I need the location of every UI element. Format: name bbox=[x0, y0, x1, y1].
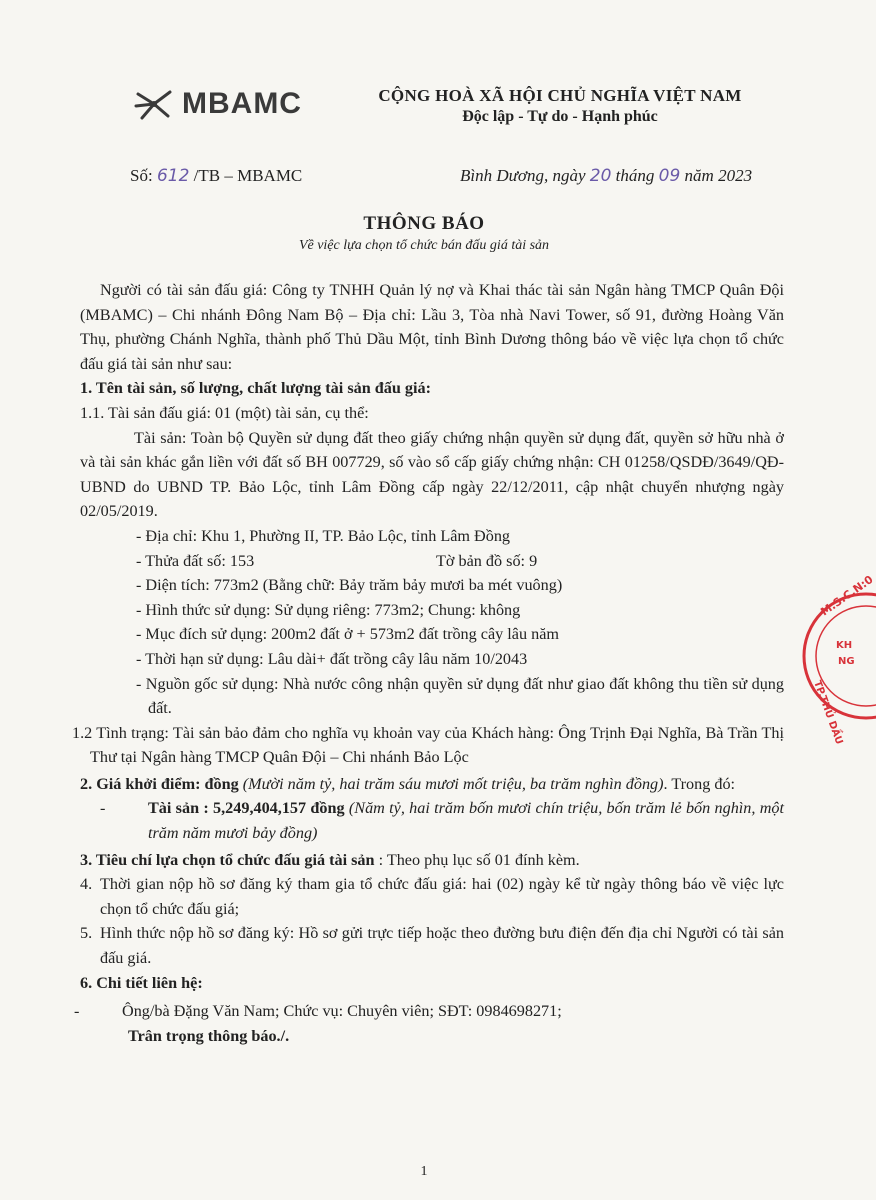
date-year: năm 2023 bbox=[684, 166, 753, 185]
document-title: THÔNG BÁO bbox=[363, 213, 485, 234]
document-subtitle: Về việc lựa chọn tổ chức bán đấu giá tài sản bbox=[298, 238, 550, 253]
asset-map-sheet: Tờ bản đồ số: 9 bbox=[436, 551, 538, 570]
section5-text: Hình thức nộp hồ sơ đăng ký: Hồ sơ gửi trực tiếp hoặc theo đường bưu điện đến địa chỉ Người có tài sản đấu giá. bbox=[100, 924, 784, 968]
asset-purpose: - Mục đích sử dụng: 200m2 đất ở + 573m2 đất trồng cây lâu năm bbox=[136, 625, 559, 644]
section4-text: Thời gian nộp hồ sơ đăng ký tham gia tổ chức đấu giá: hai (02) ngày kể từ ngày thông báo về việc lực chọn tổ chức đấu giá; bbox=[100, 875, 784, 918]
svg-text:M.S.C.N:0: M.S.C.N:0 bbox=[818, 572, 876, 619]
document-number bbox=[130, 166, 302, 186]
motto-line1: CỘNG HOÀ XÃ HỘI CHỦ NGHĨA VIỆT NAM bbox=[378, 86, 742, 105]
asset-term: - Thời hạn sử dụng: Lâu dài+ đất trồng cây lâu năm 10/2043 bbox=[136, 649, 528, 668]
svg-text:KH: KH bbox=[836, 640, 853, 651]
section3-criteria bbox=[80, 848, 784, 873]
date-month-label: tháng bbox=[615, 166, 655, 185]
closing-line: Trân trọng thông báo./. bbox=[128, 1026, 290, 1045]
section2-asset-line bbox=[80, 796, 784, 845]
red-seal-stamp bbox=[796, 572, 876, 747]
section2-words: (Mười năm tỷ, hai trăm sáu mươi mốt triệu, ba trăm nghìn đồng) bbox=[242, 774, 664, 793]
section2-tail: . Trong đó: bbox=[663, 774, 736, 793]
mbamc-star-icon bbox=[132, 86, 178, 122]
section2-asset-text bbox=[148, 796, 784, 845]
section3-text: : Theo phụ lục số 01 đính kèm. bbox=[374, 850, 580, 869]
national-motto bbox=[360, 86, 760, 126]
date-day: 20 bbox=[589, 166, 612, 186]
asset-usage-form: - Hình thức sử dụng: Sử dụng riêng: 773m2; Chung: không bbox=[136, 600, 521, 619]
date-month: 09 bbox=[658, 166, 681, 186]
section2-asset-words: (Năm tỷ, hai trăm bốn mươi chín triệu, bốn trăm lẻ bốn nghìn, một trăm năm mươi bảy đồng) bbox=[148, 799, 785, 843]
section2-dash: - bbox=[100, 799, 106, 818]
docno-handwritten-number: 612 bbox=[156, 166, 190, 186]
document-body bbox=[72, 278, 785, 1048]
section3-heading: 3. Tiêu chí lựa chọn tổ chức đấu giá tài sản bbox=[80, 850, 375, 869]
logo-text: MBAMC bbox=[182, 87, 302, 120]
section2-heading: 2. Giá khởi điểm: bbox=[80, 774, 201, 793]
asset-parcel-row bbox=[80, 549, 784, 574]
section1-sub2: 1.2 Tình trạng: Tài sản bảo đảm cho nghĩa vụ khoản vay của Khách hàng: Ông Trịnh Đại Nghĩa, Bà Trần Thị Thư tại Ngân hàng TMCP Quân Đội – Chi nhánh Bảo Lộc bbox=[72, 723, 784, 767]
svg-text:TP.THỦ DẦU: TP.THỦ DẦU bbox=[811, 679, 845, 747]
intro-paragraph: Người có tài sản đấu giá: Công ty TNHH Quản lý nợ và Khai thác tài sản Ngân hàng TMCP Quân Đội (MBAMC) – Chi nhánh Đông Nam Bộ – Địa chỉ: Lầu 3, Tòa nhà Navi Tower, số 91, đường Hoàng Văn Thụ, phường Chánh Nghĩa, thành phố Thủ Dầu Một, tỉnh Bình Dương thông báo về việc lựa chọn tổ chức đấu giá tài sản như sau: bbox=[80, 281, 784, 373]
date-line bbox=[460, 166, 752, 186]
svg-text:NG: NG bbox=[838, 656, 855, 667]
asset-description: Tài sản: Toàn bộ Quyền sử dụng đất theo giấy chứng nhận quyền sử dụng đất, quyền sở hữu nhà ở và tài sản khác gắn liền với đất số BH 007729, số vào sổ cấp giấy chứng nhận: CH 01258/QSDĐ/3649/QĐ-UBND do UBND TP. Bảo Lộc, tỉnh Lâm Đồng cấp ngày 22/12/2011, cập nhật chuyển nhượng ngày 02/05/2019. bbox=[80, 428, 784, 521]
date-place: Bình Dương, ngày bbox=[460, 166, 586, 185]
section2-asset-label: Tài sản : 5,249,404,157 đồng bbox=[148, 799, 345, 818]
section1-heading: 1. Tên tài sản, số lượng, chất lượng tài sản đấu giá: bbox=[80, 379, 431, 398]
section2-unit: đồng bbox=[204, 774, 239, 793]
page-number: 1 bbox=[420, 1164, 428, 1179]
section2-starting-price bbox=[80, 772, 784, 797]
section6-dash: - bbox=[74, 1002, 80, 1021]
asset-address: - Địa chỉ: Khu 1, Phường II, TP. Bảo Lộc, tỉnh Lâm Đồng bbox=[136, 526, 511, 545]
motto-line2: Độc lập - Tự do - Hạnh phúc bbox=[462, 108, 658, 125]
section1-sub1: 1.1. Tài sản đấu giá: 01 (một) tài sản, cụ thể: bbox=[80, 403, 369, 422]
docno-suffix: /TB – MBAMC bbox=[193, 166, 303, 185]
asset-area: - Diện tích: 773m2 (Bằng chữ: Bảy trăm bảy mươi ba mét vuông) bbox=[136, 576, 563, 595]
section6-contact-line bbox=[74, 999, 784, 1024]
docno-prefix: Số: bbox=[130, 166, 153, 185]
company-logo bbox=[132, 86, 302, 122]
section6-contact: Ông/bà Đặng Văn Nam; Chức vụ: Chuyên viên; SĐT: 0984698271; bbox=[122, 1002, 562, 1021]
asset-origin: - Nguồn gốc sử dụng: Nhà nước công nhận quyền sử dụng đất như giao đất không thu tiền sử dụng đất. bbox=[136, 674, 784, 718]
section4-num: 4. bbox=[80, 875, 93, 894]
section5-submission-method bbox=[80, 921, 784, 970]
section6-heading: 6. Chi tiết liên hệ: bbox=[80, 973, 203, 992]
section4-submission-time bbox=[80, 872, 784, 921]
section5-num: 5. bbox=[80, 924, 93, 943]
asset-parcel: - Thửa đất số: 153 bbox=[136, 551, 255, 570]
